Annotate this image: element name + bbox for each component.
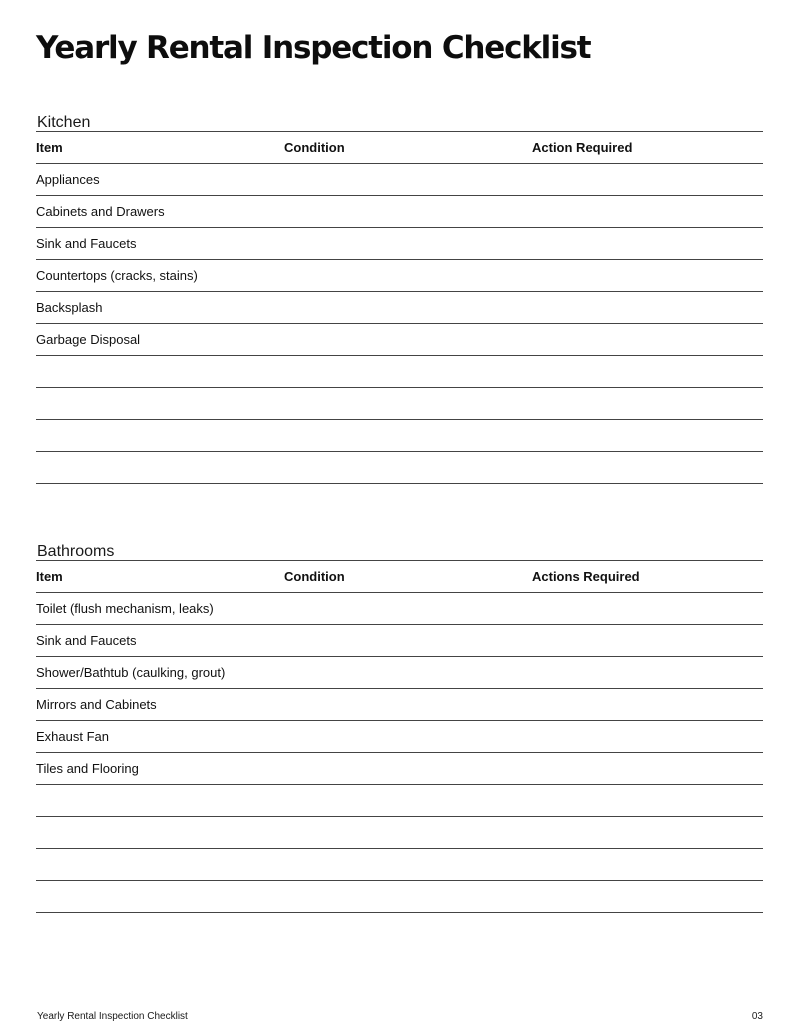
column-header-condition: Condition (284, 569, 345, 584)
table-row (36, 228, 763, 260)
table-row (36, 292, 763, 324)
footer-title: Yearly Rental Inspection Checklist (37, 1011, 188, 1022)
blank-row (36, 785, 763, 817)
table-row (36, 721, 763, 753)
column-header-item: Item (36, 569, 63, 584)
item-label: Mirrors and Cabinets (36, 697, 157, 712)
table-row (36, 324, 763, 356)
table-row (36, 260, 763, 292)
table-row (36, 164, 763, 196)
column-header-action: Action Required (532, 140, 633, 155)
table-row (36, 593, 763, 625)
page-title: Yearly Rental Inspection Checklist (36, 30, 591, 66)
item-label: Toilet (flush mechanism, leaks) (36, 601, 214, 616)
table-row (36, 753, 763, 785)
table-header-row (36, 561, 763, 593)
item-label: Shower/Bathtub (caulking, grout) (36, 665, 226, 680)
item-label: Appliances (36, 172, 100, 187)
item-label: Countertops (cracks, stains) (36, 268, 198, 283)
bathrooms-table (36, 560, 763, 913)
column-header-condition: Condition (284, 140, 345, 155)
blank-row (36, 356, 763, 388)
column-header-action: Actions Required (532, 569, 640, 584)
blank-row (36, 817, 763, 849)
item-label: Exhaust Fan (36, 729, 109, 744)
blank-row (36, 420, 763, 452)
table-row (36, 625, 763, 657)
table-row (36, 657, 763, 689)
item-label: Backsplash (36, 300, 103, 315)
blank-row (36, 881, 763, 913)
blank-row (36, 849, 763, 881)
kitchen-table (36, 131, 763, 484)
page-number: 03 (751, 1011, 763, 1022)
table-row (36, 196, 763, 228)
table-row (36, 689, 763, 721)
blank-row (36, 452, 763, 484)
column-header-item: Item (36, 140, 63, 155)
item-label: Tiles and Flooring (36, 761, 139, 776)
item-label: Sink and Faucets (36, 633, 137, 648)
table-header-row (36, 132, 763, 164)
section-heading-bathrooms: Bathrooms (37, 543, 115, 560)
item-label: Sink and Faucets (36, 236, 137, 251)
section-heading-kitchen: Kitchen (37, 114, 91, 131)
item-label: Garbage Disposal (36, 332, 141, 347)
item-label: Cabinets and Drawers (36, 204, 165, 219)
blank-row (36, 388, 763, 420)
